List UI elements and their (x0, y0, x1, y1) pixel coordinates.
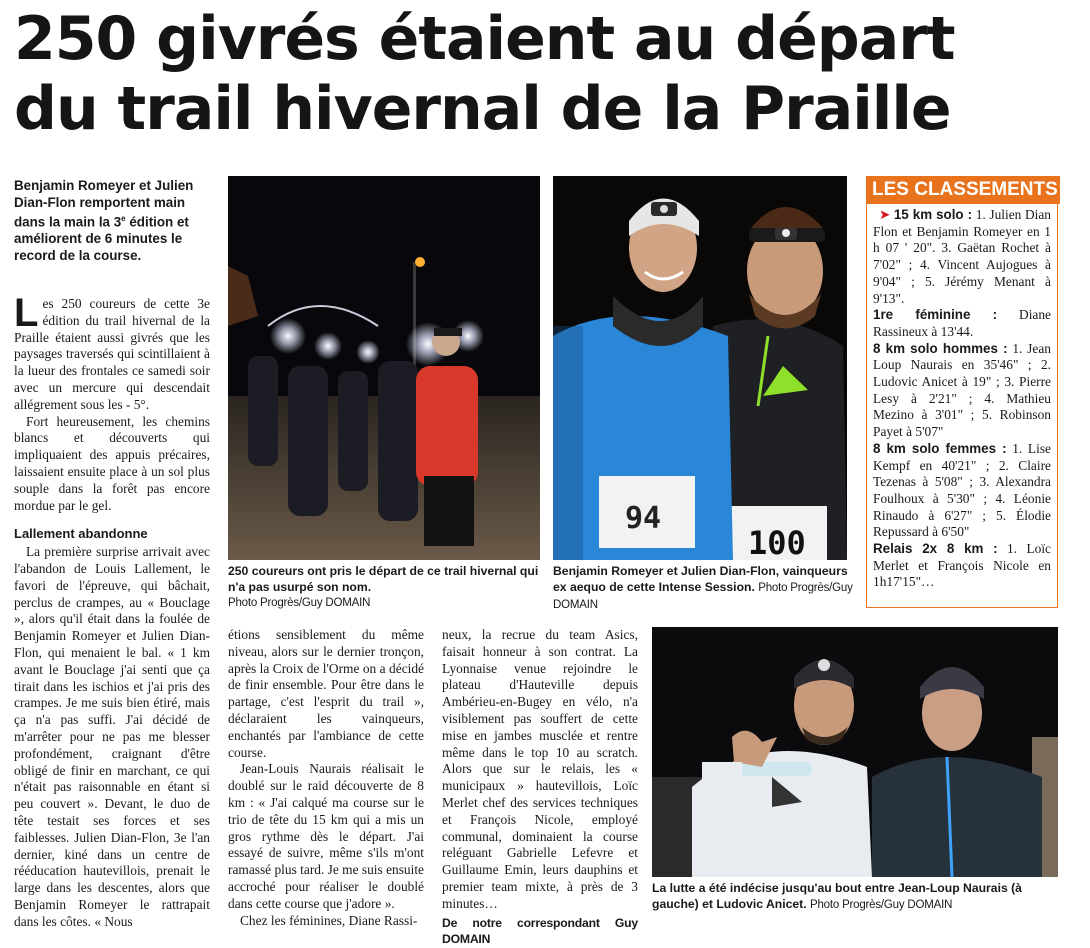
photo-two-runners-caption-text: La lutte a été indécise jusqu'au bout entre Jean-Loup Naurais (à gauche) et Ludovic Anicet. (652, 881, 1022, 911)
bib-left-number: 94 (625, 501, 662, 536)
photo-two-runners (652, 627, 1058, 877)
photo-winners-caption (553, 563, 853, 613)
ranking-15km (873, 207, 1051, 307)
paragraph-1 (14, 291, 210, 414)
ranking-first-woman-head: 1re féminine : (873, 307, 998, 323)
photo-night-start-caption (228, 563, 540, 611)
paragraph-3b: étions sensiblement du même niveau, alors sur le dernier tronçon, après la Croix de l'Orme on a décidé de finir ensemble. Pour être dans le partage, c'est l'esprit du trail », déclaraient les vainqueurs, enchantés par l'ambiance de cette course. (228, 627, 424, 760)
photo-winners-caption-text: Benjamin Romeyer et Julien Dian-Flon, vainqueurs ex aequo de cette Intense Session. (553, 564, 848, 594)
paragraph-4: Jean-Louis Naurais réalisait le doublé sur le raid découverte de 8 km : « J'ai calqué ma course sur le trio de tête du 15 km qui a mis un gros rythme dès le départ. J'ai essayé de suivre, même s'ils m'ont ramassé plus tard. Je me suis ensuite accroché pour réaliser le doublé dans cette course que j'adore ». (228, 761, 424, 911)
paragraph-5a: Chez les féminines, Diane Rassi- (240, 912, 418, 928)
photo-night-start-caption-text: 250 coureurs ont pris le départ de ce trail hivernal qui n'a pas usurpé son nom. (228, 564, 539, 594)
photo-two-runners-caption (652, 880, 1072, 913)
ranking-8km-women-head: 8 km solo femmes : (873, 440, 1007, 456)
ranking-first-woman (873, 307, 1051, 340)
red-arrow-icon: ➤ (879, 207, 891, 222)
section-subhead: Lallement abandonne (14, 526, 148, 542)
paragraph-5b: neux, la recrue du team Asics, faisait honneur à son contrat. La Lyonnaise venue rejoindre le plateau d'Hauteville depuis Ambérieu-en-Bugey en vélo, n'a visiblement pas souffert de cette mise en jambes musclée et rentre même dans le top 10 au scratch. Alors que sur le relais, les « municipaux » hautevillois, Loïc Merlet chef des services techniques et François Nicole, employé communal, dominaient la course reléguant Gabrielle Lefevre et Guillaume Emin, leurs dauphins et premier team mixte, à près de 3 minutes… (442, 627, 638, 911)
bib-right-number: 100 (748, 524, 806, 562)
drop-cap: L (14, 291, 39, 335)
paragraph-3a: La première surprise arrivait avec l'abandon de Louis Lallement, le favori de l'épreuve, qui bâchait, perclus de crampes, au « Bouclage », alors qu'il était dans la foulée de Benjamin Romeyer et Julien Dian-Flon, qui menaient le bal. « 1 km avant le Bouclage j'ai senti que ça tirait dans les ischios et j'ai pris des crampes. Je me suis bien étiré, mais ça n'a pas suffi. J'ai décidé de m'arrêter pour ne pas me blesser profondément, craignant d'être obligé de finir en marchant, ce qui n'était pas raisonnable en étant si peu couvert ». Devant, le duo de tête testait ses forces et ses faiblesses. Julien Dian-Flon, 3e l'an dernier, kiné dans un centre de rééducation hautevillois, prenait le large dans les descentes, alors que Benjamin Romeyer le rattrapait dans les côtes. « Nous (14, 544, 210, 929)
lede-part-1: Benjamin Romeyer et Julien Dian-Flon remportent main dans la main la 3 (14, 178, 194, 230)
article-column-1 (14, 291, 210, 930)
lede-sup: e (121, 214, 126, 224)
photo-winners-image (553, 176, 847, 560)
photo-winners (553, 176, 847, 560)
photo-night-start (228, 176, 540, 560)
photo-two-runners-credit: Photo Progrès/Guy DOMAIN (810, 899, 953, 911)
ranking-8km-women (873, 441, 1051, 541)
ranking-relay (873, 541, 1051, 591)
photo-night-start-credit: Photo Progrès/Guy DOMAIN (228, 597, 371, 609)
photo-two-runners-image (652, 627, 1058, 877)
photo-winners-credit: Photo Progrès/Guy DOMAIN (553, 582, 853, 611)
ranking-8km-men-text: 1. Jean Loup Naurais en 35'46" ; 2. Ludovic Anicet à 19" ; 3. Pierre Lesy à 2'21" ; 4. Mathieu Mezino à 3'01" ; 5. Robinson Payet à 5'07" (873, 340, 1051, 440)
ranking-15km-head: 15 km solo : (893, 207, 973, 222)
headline-line-1: 250 givrés étaient au départ (14, 4, 955, 74)
lede-part-2: édition et améliorent de 6 minutes le record de la course. (14, 214, 189, 263)
headline (14, 4, 1074, 144)
paragraph-1-text: es 250 coureurs de cette 3e édition du trail hivernal de la Praille étaient aussi givrés que les paysages traversés qui scintillaient à la lueur des frontales ce samedi soir avec un mercure qui descendait allégrement sous les - 5°. (14, 296, 210, 412)
photo-night-start-image (228, 176, 540, 560)
headline-line-2: du trail hivernal de la Praille (14, 74, 951, 144)
ranking-first-woman-text: Diane Rassineux à 13'44. (873, 307, 1051, 339)
ranking-8km-men (873, 341, 1051, 441)
article-column-3 (442, 627, 638, 948)
ranking-15km-text: 1. Julien Dian Flon et Benjamin Romeyer en 1 h 07 ' 20". 3. Gaëtan Rochet à 7'02" ; 4. Vincent Aujogues à 9'04" ; 5. Jérémy Menant à 9'13". (873, 207, 1051, 306)
rankings-sidebar (866, 176, 1058, 608)
ranking-relay-text: 1. Loïc Merlet et François Nicole en 1h17'15"… (873, 541, 1051, 590)
lede (14, 178, 206, 264)
byline: De notre correspondant Guy DOMAIN (442, 915, 638, 947)
rankings-title: LES CLASSEMENTS (866, 176, 1060, 204)
ranking-relay-head: Relais 2x 8 km : (873, 541, 998, 557)
article-column-2 (228, 627, 424, 929)
paragraph-2: Fort heureusement, les chemins blancs et découverts qui impliquaient des appuis précaires, laissaient ensuite place à un sol plus souple dans la forêt pas encore mordue par le gel. (14, 413, 210, 513)
ranking-8km-men-head: 8 km solo hommes : (873, 340, 1008, 356)
ranking-8km-women-text: 1. Lise Kempf en 40'21" ; 2. Claire Tezenas à 5'08" ; 3. Alexandra Foulhoux à 5'30" ; 4. Léonie Rinaudo à 6'27" ; 5. Élodie Repussard à 6'50" (873, 440, 1051, 540)
